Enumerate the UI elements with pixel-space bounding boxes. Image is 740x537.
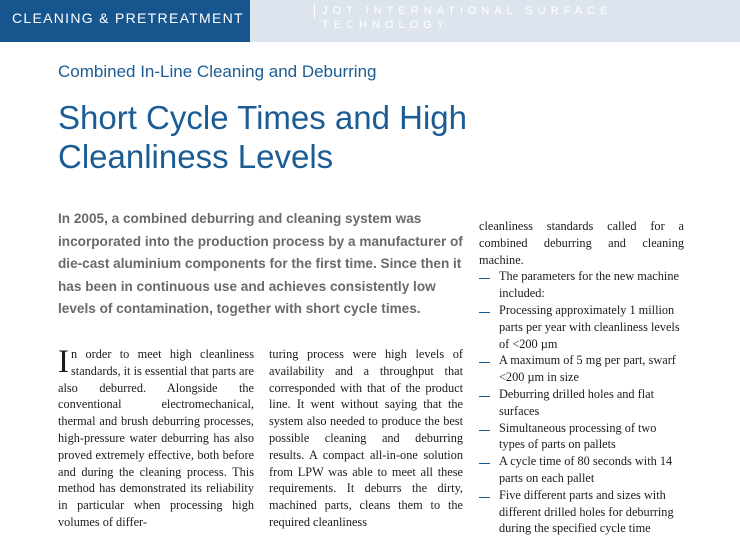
body-column-2 <box>269 346 463 531</box>
article-title: Short Cycle Times and High Cleanliness Levels <box>58 99 468 175</box>
list-item <box>479 268 684 302</box>
list-item-text: The parameters for the new machine included: <box>499 269 679 301</box>
dash-bullet-icon <box>479 362 490 363</box>
body-text-1: n order to meet high cleanliness standards, it is essential that parts are also deburred. Alongside the conventional electromechanical, thermal and brush deburring processes, high-pressure water deburring has also proved extremely effective, both before and during the cleaning process. This method has demonstrated its reliability in particular when processing high volumes of differ- <box>58 347 254 529</box>
dash-bullet-icon <box>479 463 490 464</box>
body-column-3 <box>479 218 684 537</box>
list-item-text: Five different parts and sizes with different drilled holes for deburring during the specified cycle time <box>499 487 674 536</box>
body-text-3: cleanliness standards called for a combined deburring and cleaning machine. <box>479 219 684 267</box>
list-item <box>479 453 684 487</box>
article-kicker: Combined In-Line Cleaning and Deburring <box>58 62 377 81</box>
article-lead: In 2005, a combined deburring and cleaning system was incorporated into the production process by a manufacturer of die-cast aluminium components for the first time. Since then it has been in continuous use and achieves consistently low levels of contamination, together with short cycle times. <box>58 211 463 316</box>
dash-bullet-icon <box>479 396 490 397</box>
list-item <box>479 386 684 420</box>
header-bar <box>0 0 740 42</box>
header-divider <box>314 4 315 18</box>
publication-name: JOT INTERNATIONAL SURFACE TECHNOLOGY <box>322 5 613 31</box>
list-item <box>479 420 684 454</box>
list-item <box>479 352 684 386</box>
list-item-text: A cycle time of 80 seconds with 14 parts on each pallet <box>499 454 673 485</box>
dash-bullet-icon <box>479 430 490 431</box>
body-text-2: turing process were high levels of availability and a throughput that corresponded with that of the product line. It went without saying that the system also needed to produce the best possible cleaning and deburring results. A compact all-in-one solution from LPW was able to meet all these requirements. It deburrs the dirty, machined parts, cleans them to the required cleanliness <box>269 347 463 529</box>
requirements-list <box>479 268 684 537</box>
list-item <box>479 302 684 352</box>
list-item <box>479 487 684 537</box>
drop-cap: I <box>58 344 69 380</box>
list-item-text: Deburring drilled holes and flat surfaces <box>499 386 655 418</box>
dash-bullet-icon <box>479 312 490 313</box>
body-paragraph-1 <box>58 346 254 531</box>
dash-bullet-icon <box>479 278 490 279</box>
list-item-text: Simultaneous processing of two types of parts on pallets <box>499 420 657 452</box>
list-item-text: A maximum of 5 mg per part, swarf <200 µm in size <box>499 353 676 385</box>
body-column-1 <box>58 346 254 531</box>
dash-bullet-icon <box>479 497 490 498</box>
list-item-text: Processing approximately 1 million parts per year with cleanliness levels of <200 µm <box>499 302 680 351</box>
section-label: CLEANING & PRETREATMENT <box>0 0 250 42</box>
